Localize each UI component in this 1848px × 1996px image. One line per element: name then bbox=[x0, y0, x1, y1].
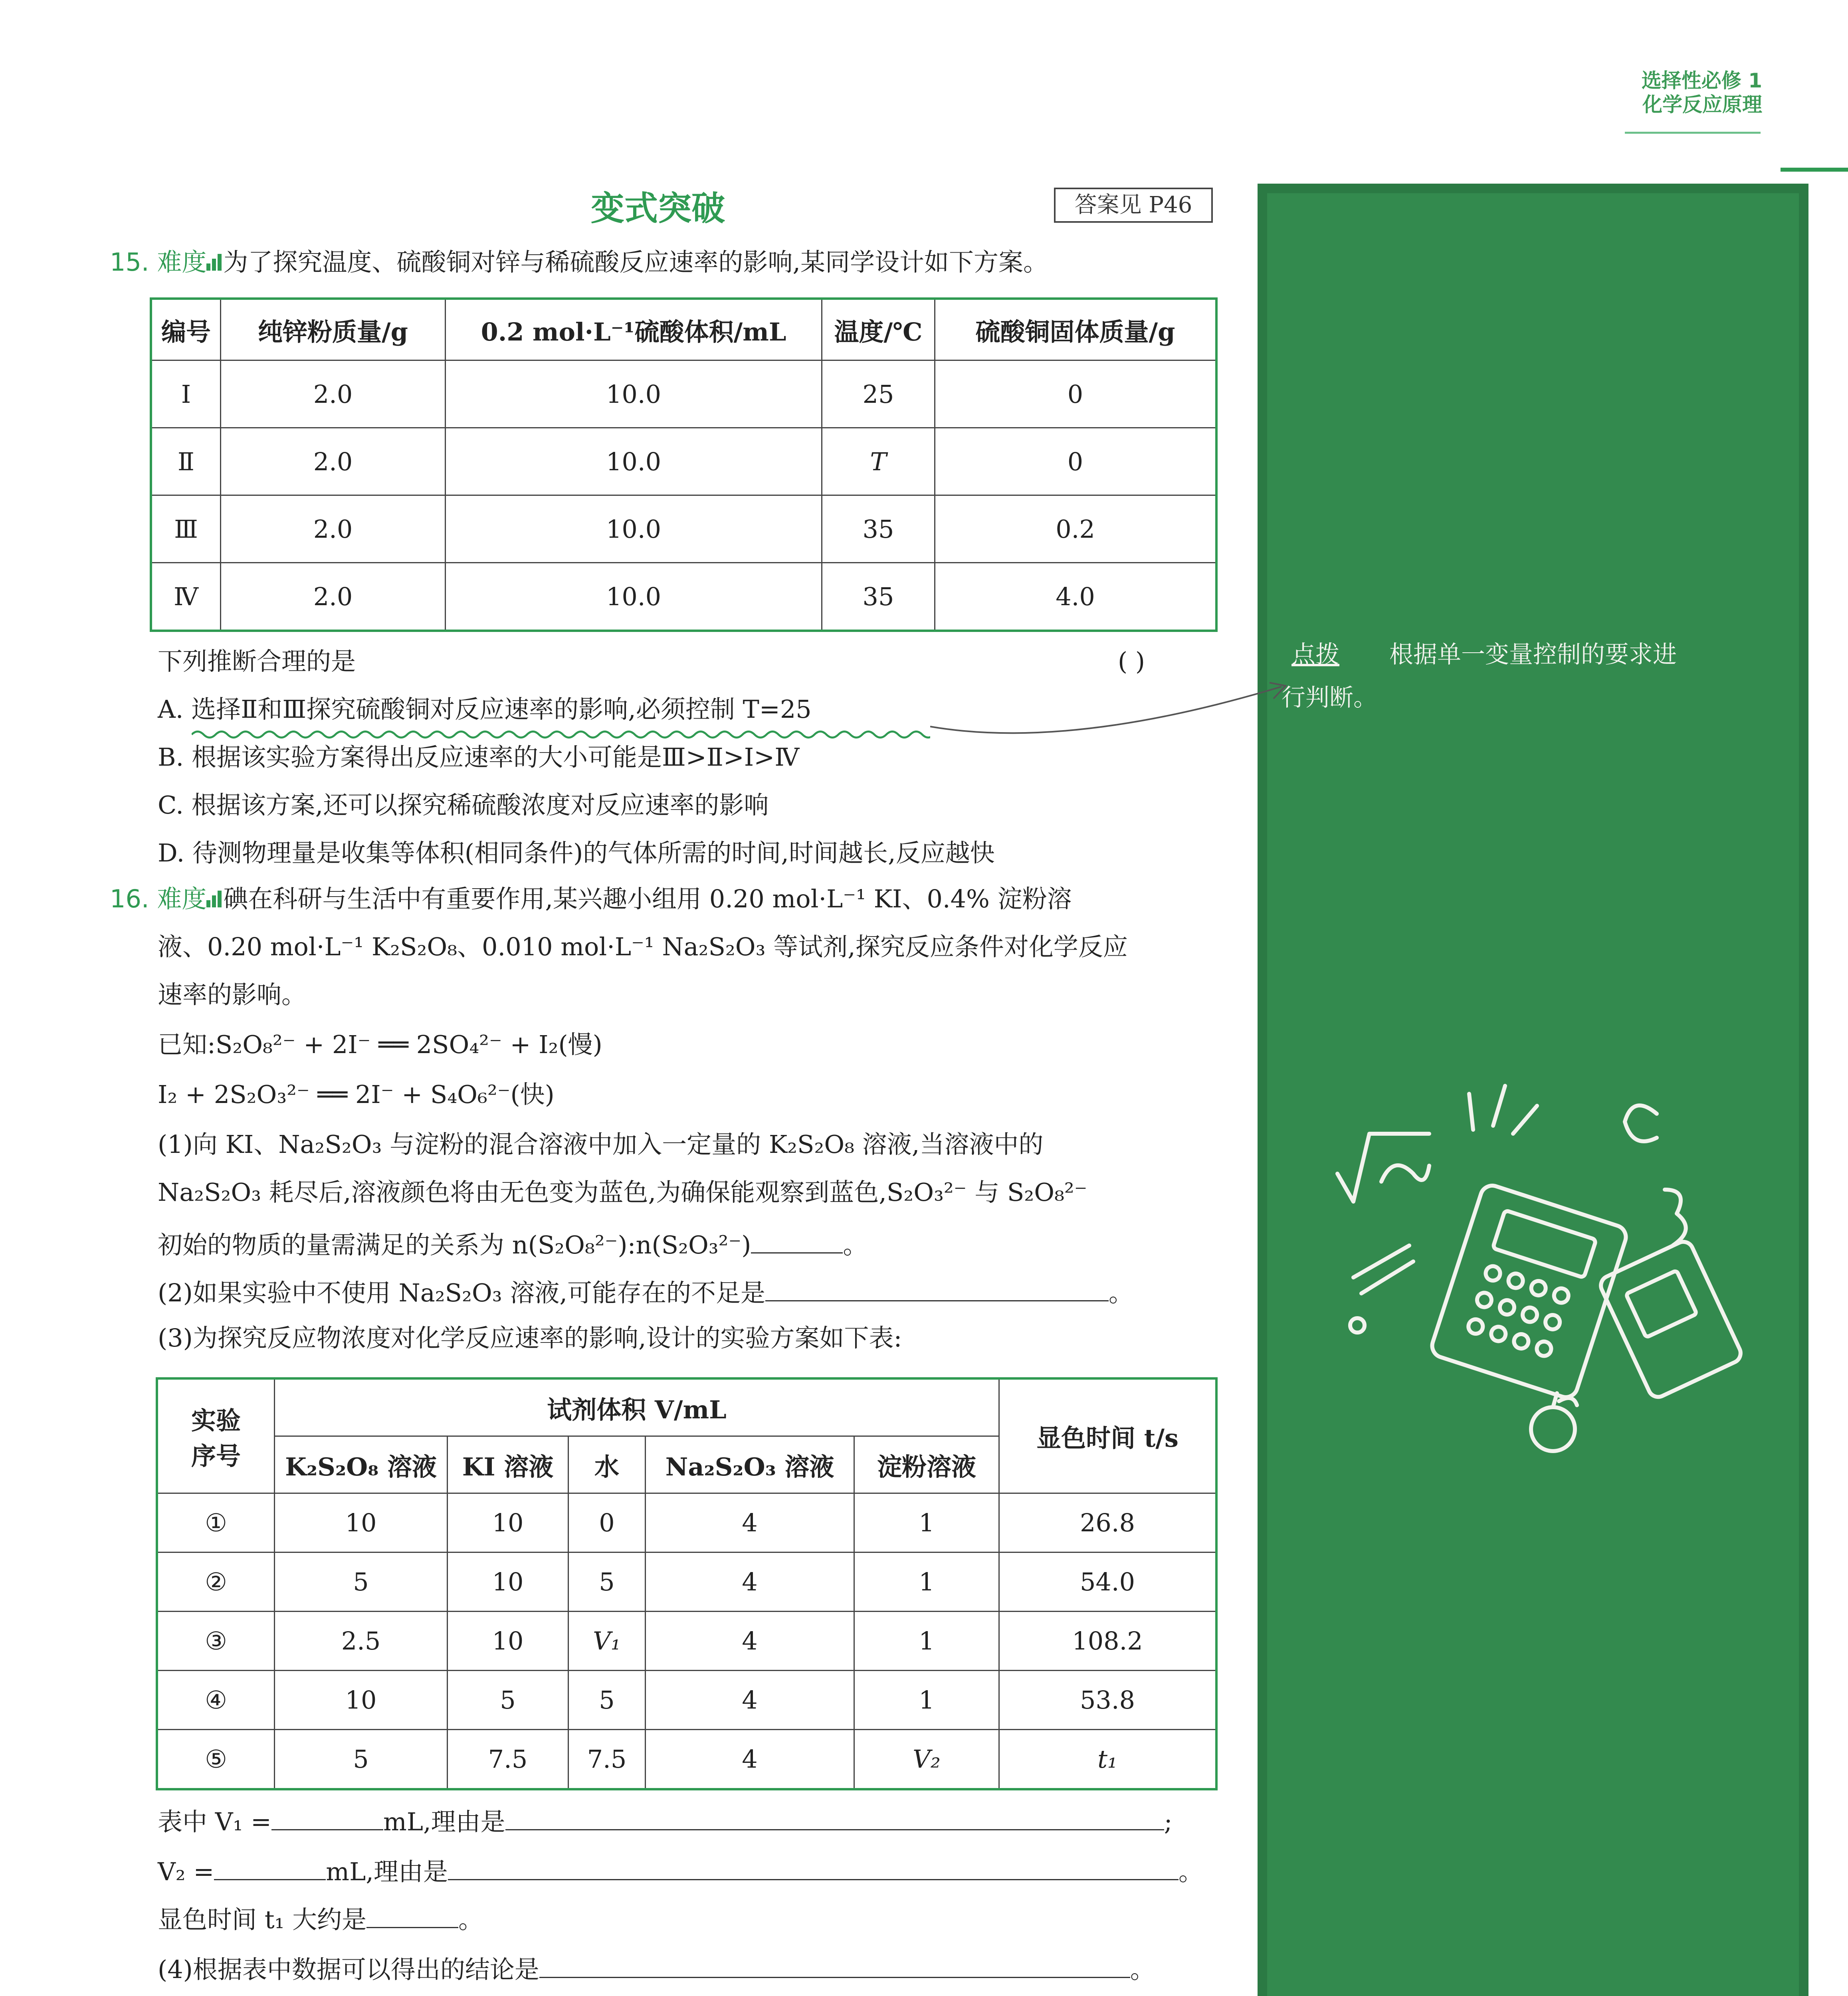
table-cell: 0 bbox=[935, 360, 1217, 428]
table-cell: 10 bbox=[275, 1493, 448, 1552]
answer-blank[interactable] bbox=[505, 1804, 1164, 1830]
q15-prompt: 下列推断合理的是 bbox=[158, 647, 356, 676]
table-cell: 2.0 bbox=[221, 563, 446, 631]
table-cell: 10.0 bbox=[446, 428, 822, 495]
table-cell: ④ bbox=[157, 1671, 275, 1730]
table-cell: 5 bbox=[275, 1730, 448, 1790]
table-header-group: 试剂体积 V/mL bbox=[275, 1378, 999, 1436]
table-header-cell bbox=[157, 1378, 275, 1493]
table-header-cell: 硫酸铜固体质量/g bbox=[935, 299, 1217, 360]
q16-line: 速率的影响。 bbox=[158, 980, 307, 1009]
table-header-cell: 编号 bbox=[151, 299, 221, 360]
table-cell: 5 bbox=[275, 1552, 448, 1612]
table-cell: T bbox=[822, 428, 935, 495]
table-row bbox=[157, 1493, 1216, 1552]
tip-text: 根据单一变量控制的要求进 bbox=[1389, 641, 1677, 669]
table-cell: 0 bbox=[935, 428, 1217, 495]
table-cell: 10.0 bbox=[446, 563, 822, 631]
q16-table bbox=[156, 1377, 1218, 1790]
table-cell: 0.2 bbox=[935, 495, 1217, 563]
q16-part1-line: (1)向 KI、Na₂S₂O₃ 与淀粉的混合溶液中加入一定量的 K₂S₂O₈ 溶液,当溶液中的 bbox=[158, 1130, 1044, 1159]
period: 。 bbox=[1178, 1857, 1203, 1886]
table-cell: 7.5 bbox=[568, 1730, 646, 1790]
table-cell: 4 bbox=[646, 1552, 854, 1612]
table-cell: ⑤ bbox=[157, 1730, 275, 1790]
fill-in-t1 bbox=[158, 1902, 483, 1935]
table-cell: t₁ bbox=[999, 1730, 1217, 1790]
q15-table bbox=[150, 297, 1218, 632]
table-row bbox=[157, 1552, 1216, 1612]
table-cell: 35 bbox=[822, 563, 935, 631]
fill-in-v1 bbox=[158, 1804, 1173, 1837]
table-cell: 10.0 bbox=[446, 495, 822, 563]
table-cell: 26.8 bbox=[999, 1493, 1217, 1552]
q16-part1-text: 初始的物质的量需满足的关系为 n(S₂O₈²⁻):n(S₂O₃²⁻) bbox=[158, 1230, 751, 1259]
table-cell: 4.0 bbox=[935, 563, 1217, 631]
table-cell: 2.0 bbox=[221, 360, 446, 428]
answer-blank[interactable] bbox=[765, 1275, 1109, 1301]
table-cell: 4 bbox=[646, 1671, 854, 1730]
header-line1: 选择性必修 1 bbox=[1641, 69, 1762, 92]
answer-reference: 答案见 P46 bbox=[1054, 188, 1213, 223]
table-cell: 10 bbox=[275, 1671, 448, 1730]
table-header-cell: 0.2 mol·L⁻¹硫酸体积/mL bbox=[446, 299, 822, 360]
answer-blank[interactable] bbox=[366, 1902, 458, 1928]
q16-part2-text: (2)如果实验中不使用 Na₂S₂O₃ 溶液,可能存在的不足是 bbox=[158, 1278, 766, 1307]
wavy-underline bbox=[192, 729, 930, 741]
table-cell: 4 bbox=[646, 1730, 854, 1790]
table-cell: 10 bbox=[448, 1612, 568, 1671]
q16-line: 液、0.20 mol·L⁻¹ K₂S₂O₈、0.010 mol·L⁻¹ Na₂S₂O₃ 等试剂,探究反应条件对化学反应 bbox=[158, 932, 1128, 961]
difficulty-bars-icon bbox=[206, 248, 223, 277]
q15-option-d: D. 待测物理量是收集等体积(相同条件)的气体所需的时间,时间越长,反应越快 bbox=[158, 838, 995, 867]
table-row bbox=[151, 563, 1216, 631]
table-header-cell: K₂S₂O₈ 溶液 bbox=[275, 1436, 448, 1493]
table-cell: 7.5 bbox=[448, 1730, 568, 1790]
answer-blank[interactable] bbox=[751, 1228, 843, 1253]
table-cell: Ⅱ bbox=[151, 428, 221, 495]
book-header bbox=[1642, 69, 1762, 117]
table-cell: 4 bbox=[646, 1612, 854, 1671]
calculator-doodle-icon bbox=[1329, 1070, 1749, 1509]
question-text: 为了探究温度、硫酸铜对锌与稀硫酸反应速率的影响,某同学设计如下方案。 bbox=[223, 248, 1048, 277]
table-header-row bbox=[157, 1378, 1216, 1436]
table-cell: 1 bbox=[854, 1493, 999, 1552]
known-equation-2: I₂ + 2S₂O₃²⁻ ══ 2I⁻ + S₄O₆²⁻(快) bbox=[158, 1080, 555, 1109]
table-row bbox=[157, 1671, 1216, 1730]
header-line2: 化学反应原理 bbox=[1642, 93, 1762, 116]
table-row bbox=[151, 360, 1216, 428]
table-row bbox=[157, 1730, 1216, 1790]
period: 。 bbox=[1109, 1278, 1134, 1307]
table-cell: 2.0 bbox=[221, 428, 446, 495]
table-cell: 10 bbox=[448, 1493, 568, 1552]
answer-blank[interactable] bbox=[271, 1804, 383, 1830]
header-seq-line1: 实验 bbox=[191, 1406, 241, 1435]
table-cell: 53.8 bbox=[999, 1671, 1217, 1730]
table-header-cell: KI 溶液 bbox=[448, 1436, 568, 1493]
table-cell: Ⅲ bbox=[151, 495, 221, 563]
table-cell: 5 bbox=[448, 1671, 568, 1730]
table-cell: 5 bbox=[568, 1552, 646, 1612]
table-row bbox=[151, 495, 1216, 563]
table-header-cell: 水 bbox=[568, 1436, 646, 1493]
known-equation-1: 已知:S₂O₈²⁻ + 2I⁻ ══ 2SO₄²⁻ + I₂(慢) bbox=[158, 1030, 602, 1059]
table-header-cell: 温度/℃ bbox=[822, 299, 935, 360]
table-header-cell: Na₂S₂O₃ 溶液 bbox=[646, 1436, 854, 1493]
difficulty-bars-icon bbox=[206, 884, 223, 914]
fill-conclusion-label: (4)根据表中数据可以得出的结论是 bbox=[158, 1955, 539, 1984]
question-text: 碘在科研与生活中有重要作用,某兴趣小组用 0.20 mol·L⁻¹ KI、0.4% 淀粉溶 bbox=[223, 884, 1072, 913]
fill-v1-label: 表中 V₁ = bbox=[158, 1807, 271, 1836]
question-number: 16. bbox=[110, 884, 149, 913]
table-cell: 10.0 bbox=[446, 360, 822, 428]
difficulty-label: 难度 bbox=[157, 884, 207, 913]
q15-option-b: B. 根据该实验方案得出反应速率的大小可能是Ⅲ>Ⅱ>Ⅰ>Ⅳ bbox=[158, 743, 800, 772]
fill-t1-label: 显色时间 t₁ 大约是 bbox=[158, 1905, 367, 1934]
period: 。 bbox=[843, 1230, 868, 1259]
table-cell: 54.0 bbox=[999, 1552, 1217, 1612]
table-header-cell: 淀粉溶液 bbox=[854, 1436, 999, 1493]
answer-blank[interactable] bbox=[214, 1854, 326, 1880]
answer-paren: ( ) bbox=[1118, 647, 1145, 676]
table-cell: ② bbox=[157, 1552, 275, 1612]
table-cell: 2.5 bbox=[275, 1612, 448, 1671]
table-cell: 108.2 bbox=[999, 1612, 1217, 1671]
table-cell: 1 bbox=[854, 1671, 999, 1730]
period: 。 bbox=[1130, 1955, 1155, 1984]
table-cell: V₂ bbox=[854, 1730, 999, 1790]
table-cell: V₁ bbox=[568, 1612, 646, 1671]
table-cell: 5 bbox=[568, 1671, 646, 1730]
tip-arrow-icon bbox=[930, 671, 1289, 743]
q16-part1-line: Na₂S₂O₃ 耗尽后,溶液颜色将由无色变为蓝色,为确保能观察到蓝色,S₂O₃²⁻ 与 S₂O₈²⁻ bbox=[158, 1178, 1087, 1207]
q15-option-a: A. 选择Ⅱ和Ⅲ探究硫酸铜对反应速率的影响,必须控制 T=25 bbox=[158, 695, 812, 724]
q16-part1-line bbox=[158, 1228, 868, 1260]
q16-part3-line: (3)为探究反应物浓度对化学反应速率的影响,设计的实验方案如下表: bbox=[158, 1323, 902, 1352]
table-header-cell: 显色时间 t/s bbox=[999, 1378, 1217, 1493]
tip-label: 点拨 bbox=[1291, 641, 1339, 669]
table-cell: Ⅰ bbox=[151, 360, 221, 428]
table-cell: Ⅳ bbox=[151, 563, 221, 631]
table-cell: 25 bbox=[822, 360, 935, 428]
q16-part2-line bbox=[158, 1275, 1133, 1308]
period: 。 bbox=[458, 1905, 483, 1934]
q15-option-c: C. 根据该方案,还可以探究稀硫酸浓度对反应速率的影响 bbox=[158, 790, 769, 820]
section-title-variant-breakthrough: 变式突破 bbox=[591, 188, 725, 228]
table-cell: 1 bbox=[854, 1552, 999, 1612]
table-header-row bbox=[151, 299, 1216, 360]
difficulty-label: 难度 bbox=[157, 248, 207, 277]
table-cell: 4 bbox=[646, 1493, 854, 1552]
table-row bbox=[151, 428, 1216, 495]
table-row bbox=[157, 1612, 1216, 1671]
fill-in-v2 bbox=[158, 1854, 1203, 1887]
semicolon: ; bbox=[1164, 1807, 1173, 1836]
table-cell: 35 bbox=[822, 495, 935, 563]
table-cell: 0 bbox=[568, 1493, 646, 1552]
answer-blank[interactable] bbox=[448, 1854, 1179, 1880]
answer-blank[interactable] bbox=[539, 1952, 1130, 1978]
question-16-stem bbox=[110, 884, 1072, 914]
fill-v2-label: V₂ = bbox=[158, 1857, 214, 1886]
header-rule bbox=[1625, 132, 1761, 134]
table-cell: ① bbox=[157, 1493, 275, 1552]
fill-v1-reason: mL,理由是 bbox=[383, 1807, 505, 1836]
table-cell: ③ bbox=[157, 1612, 275, 1671]
question-15-stem bbox=[110, 248, 1048, 277]
fill-v2-reason: mL,理由是 bbox=[326, 1857, 448, 1886]
tip-text-continued: 行判断。 bbox=[1282, 684, 1377, 712]
fill-in-conclusion bbox=[158, 1952, 1155, 1984]
header-accent bbox=[1781, 168, 1848, 172]
table-cell: 2.0 bbox=[221, 495, 446, 563]
table-cell: 1 bbox=[854, 1612, 999, 1671]
question-number: 15. bbox=[110, 248, 149, 277]
header-seq-line2: 序号 bbox=[191, 1441, 241, 1471]
table-header-cell: 纯锌粉质量/g bbox=[221, 299, 446, 360]
table-cell: 10 bbox=[448, 1552, 568, 1612]
